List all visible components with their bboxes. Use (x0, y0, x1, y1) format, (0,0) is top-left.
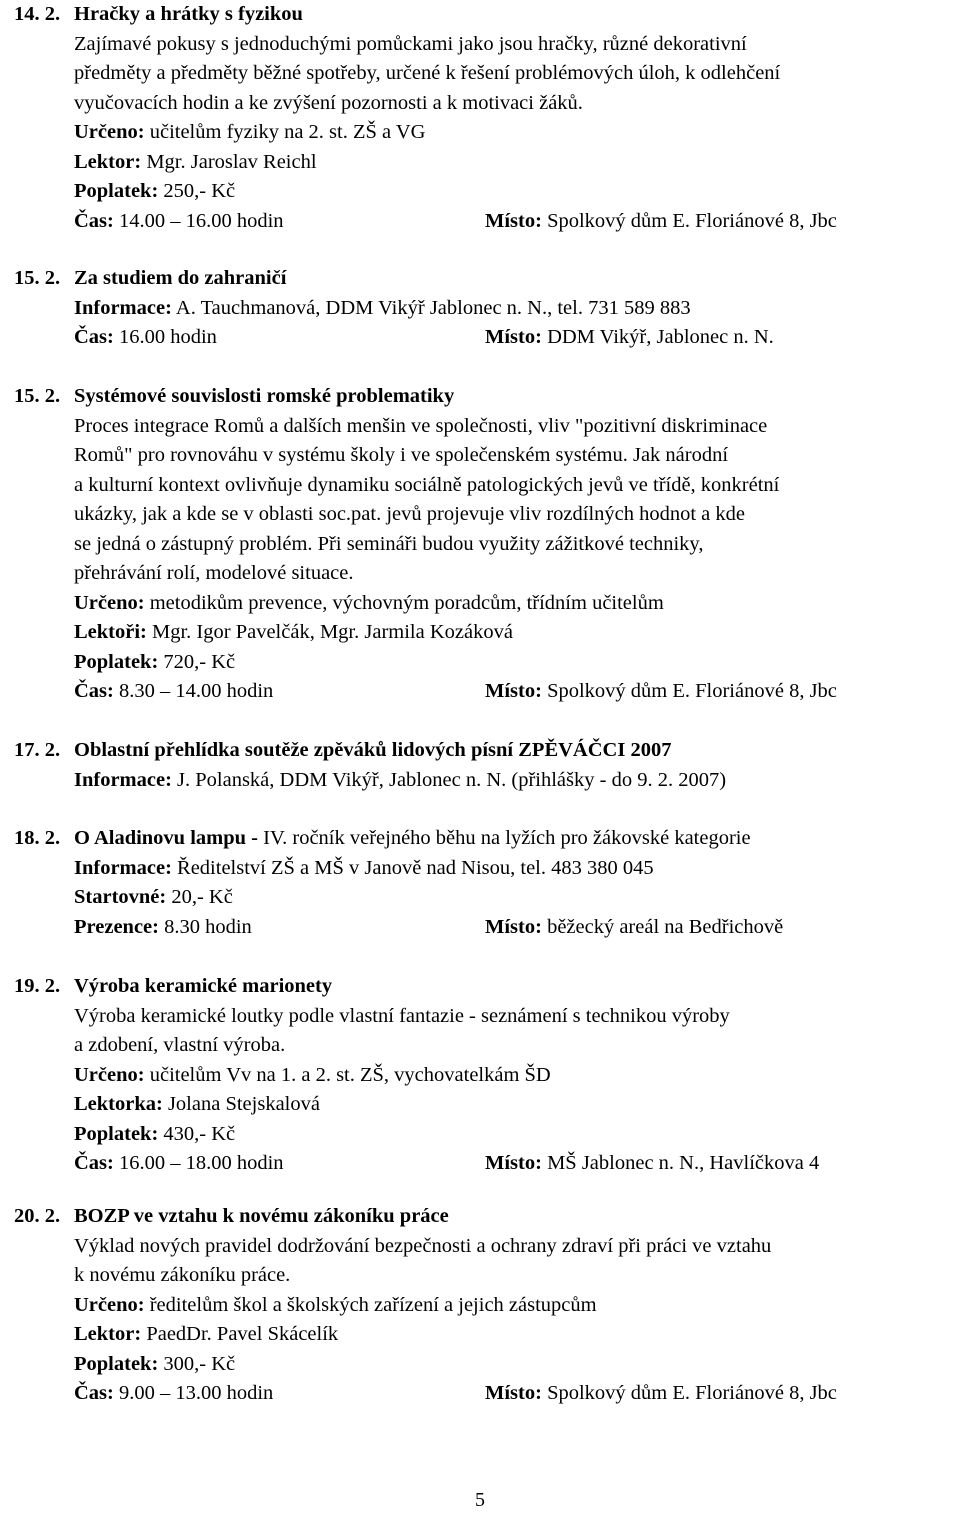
field-value: PaedDr. Pavel Skácelík (146, 1323, 339, 1345)
field-text (74, 1350, 235, 1380)
field-text (74, 1120, 235, 1150)
field-text (74, 294, 691, 324)
description-line (0, 412, 960, 442)
time-text (74, 1379, 273, 1409)
field-line (0, 118, 960, 148)
event-title: O Aladinovu lampu - (74, 827, 264, 849)
time-value: 8.30 hodin (164, 915, 252, 938)
description-text: přehrávání rolí, modelové situace. (74, 562, 354, 584)
event-title: Výroba keramické marionety (74, 975, 333, 997)
field-text (74, 618, 513, 648)
place-text (485, 913, 783, 943)
place-value: Spolkový dům E. Floriánové 8, Jbc (547, 680, 837, 702)
field-value: 20,- Kč (171, 886, 233, 908)
field-line (0, 766, 960, 796)
description-text: Proces integrace Romů a dalších menšin ve společnosti, vliv "pozitivní diskriminace (74, 414, 768, 437)
description-line (0, 30, 960, 60)
field-value: Ředitelství ZŠ a MŠ v Janově nad Nisou, tel. 483 380 045 (177, 856, 654, 879)
field-value: 250,- Kč (163, 180, 236, 202)
field-value: 300,- Kč (163, 1352, 236, 1375)
field-text (74, 148, 317, 178)
event-title-wrap (74, 0, 303, 30)
description-line (0, 1031, 960, 1061)
field-text (74, 883, 233, 913)
field-line (0, 883, 960, 913)
field-text (74, 648, 235, 678)
field-value: metodikům prevence, výchovným poradcům, třídním učitelům (149, 591, 664, 614)
field-line (0, 177, 960, 207)
place-label: Místo: (485, 1382, 542, 1404)
field-value: Mgr. Igor Pavelčák, Mgr. Jarmila Kozáková (152, 621, 513, 643)
description-text: Romů" pro rovnováhu v systému školy i ve společenském systému. Jak národní (74, 444, 729, 466)
field-line (0, 148, 960, 178)
description-line (0, 559, 960, 589)
time-label: Čas: (74, 326, 114, 348)
event-title-line (0, 0, 960, 30)
event-date: 19. 2. (14, 975, 61, 997)
field-label: Startovné: (74, 886, 167, 908)
description-text: Výroba keramické loutky podle vlastní fantazie - seznámení s technikou výroby (74, 1004, 730, 1027)
time-text (74, 323, 217, 353)
description-text: Zajímavé pokusy s jednoduchými pomůckami jako jsou hračky, různé dekorativní (74, 32, 747, 55)
field-text (74, 1061, 551, 1091)
field-line (0, 1291, 960, 1321)
time-value: 16.00 – 18.00 hodin (118, 1152, 284, 1174)
field-value: Jolana Stejskalová (167, 1093, 320, 1115)
place-value: běžecký areál na Bedřichově (547, 915, 784, 938)
event-date: 15. 2. (14, 267, 61, 289)
place-label: Místo: (485, 326, 542, 348)
description-line (0, 1002, 960, 1032)
event-date: 15. 2. (14, 385, 61, 407)
place-label: Místo: (485, 915, 542, 938)
description-line (0, 441, 960, 471)
field-label: Lektorka: (74, 1093, 163, 1115)
event-title-wrap (74, 1202, 449, 1232)
field-text (74, 1291, 597, 1321)
description-text: k novému zákoníku práce. (74, 1264, 291, 1286)
time-text (74, 677, 273, 707)
description-line (0, 500, 960, 530)
event-title: BOZP ve vztahu k novému zákoníku práce (74, 1205, 449, 1227)
description-text: a zdobení, vlastní výroba. (74, 1034, 286, 1056)
field-text (74, 766, 726, 796)
description-text: ukázky, jak a kde se v oblasti soc.pat. jevů projevuje vliv rozdílných hodnot a kde (74, 503, 746, 525)
field-line (0, 589, 960, 619)
field-label: Informace: (74, 768, 172, 791)
event-title: Systémové souvislosti romské problematiky (74, 385, 455, 407)
time-label: Čas: (74, 209, 114, 232)
place-text (485, 1379, 837, 1409)
description-text: Výklad nových pravidel dodržování bezpečnosti a ochrany zdraví při práci ve vztahu (74, 1234, 772, 1257)
field-label: Poplatek: (74, 1122, 159, 1145)
field-value: Mgr. Jaroslav Reichl (146, 150, 317, 173)
field-value: učitelům Vv na 1. a 2. st. ZŠ, vychovatelkám ŠD (149, 1063, 551, 1086)
event-date: 14. 2. (14, 3, 61, 25)
place-text (485, 323, 774, 353)
field-value: ředitelům škol a školských zařízení a jejich zástupcům (149, 1293, 597, 1316)
field-text (74, 177, 235, 207)
event-title-line (0, 972, 960, 1002)
time-place-line (0, 677, 960, 707)
description-line (0, 59, 960, 89)
description-line (0, 530, 960, 560)
field-value: 430,- Kč (163, 1122, 236, 1145)
description-line (0, 89, 960, 119)
field-line (0, 854, 960, 884)
field-label: Určeno: (74, 1293, 145, 1316)
time-label: Prezence: (74, 915, 159, 938)
place-value: Spolkový dům E. Floriánové 8, Jbc (547, 1382, 837, 1404)
field-label: Lektoři: (74, 621, 147, 643)
event-title: Hračky a hrátky s fyzikou (74, 3, 303, 25)
field-value: učitelům fyziky na 2. st. ZŠ a VG (149, 121, 426, 143)
time-value: 14.00 – 16.00 hodin (118, 209, 284, 232)
time-label: Čas: (74, 1152, 114, 1174)
field-line (0, 648, 960, 678)
event-date: 17. 2. (14, 739, 61, 761)
event-title-wrap (74, 382, 454, 412)
field-line (0, 1061, 960, 1091)
place-label: Místo: (485, 680, 542, 702)
description-text: a kulturní kontext ovlivňuje dynamiku sociálně patologických jevů ve třídě, konkrétní (74, 473, 780, 496)
field-text (74, 1090, 320, 1120)
field-text (74, 589, 664, 619)
field-text (74, 118, 425, 148)
field-label: Lektor: (74, 150, 142, 173)
time-place-line (0, 913, 960, 943)
time-value: 9.00 – 13.00 hodin (118, 1382, 274, 1404)
field-value: 720,- Kč (163, 650, 236, 673)
field-value: J. Polanská, DDM Vikýř, Jablonec n. N. (přihlášky - do 9. 2. 2007) (177, 768, 727, 791)
time-value: 8.30 – 14.00 hodin (118, 680, 274, 702)
description-text: vyučovacích hodin a ke zvýšení pozornosti a k motivaci žáků. (74, 91, 583, 114)
time-place-line (0, 323, 960, 353)
event-title-line (0, 824, 960, 854)
event-title-wrap (74, 972, 332, 1002)
description-line (0, 471, 960, 501)
place-value: MŠ Jablonec n. N., Havlíčkova 4 (547, 1152, 820, 1174)
field-label: Poplatek: (74, 180, 159, 202)
field-label: Určeno: (74, 591, 145, 614)
time-value: 16.00 hodin (118, 326, 217, 348)
place-text (485, 207, 837, 237)
event-title: Oblastní přehlídka soutěže zpěváků lidových písní ZPĚVÁČCI 2007 (74, 739, 672, 761)
time-place-line (0, 207, 960, 237)
time-place-line (0, 1149, 960, 1179)
place-value: DDM Vikýř, Jablonec n. N. (547, 326, 774, 348)
field-label: Poplatek: (74, 1352, 159, 1375)
event-title-line (0, 264, 960, 294)
field-line (0, 618, 960, 648)
event-title-rest: IV. ročník veřejného běhu na lyžích pro žákovské kategorie (263, 827, 751, 849)
description-line (0, 1232, 960, 1262)
time-text (74, 913, 252, 943)
field-label: Informace: (74, 856, 172, 879)
event-title-wrap (74, 264, 286, 294)
time-place-line (0, 1379, 960, 1409)
event-title-wrap (74, 824, 751, 854)
field-label: Poplatek: (74, 650, 159, 673)
event-date: 18. 2. (14, 827, 61, 849)
event-title-line (0, 1202, 960, 1232)
time-label: Čas: (74, 680, 114, 702)
field-line (0, 1320, 960, 1350)
time-label: Čas: (74, 1382, 114, 1404)
field-line (0, 1350, 960, 1380)
place-label: Místo: (485, 1152, 542, 1174)
event-title-wrap (74, 736, 671, 766)
field-text (74, 854, 654, 884)
place-text (485, 1149, 819, 1179)
event-date: 20. 2. (14, 1205, 61, 1227)
event-title-line (0, 382, 960, 412)
time-text (74, 207, 284, 237)
description-text: se jedná o zástupný problém. Při semináři budou využity zážitkové techniky, (74, 532, 704, 555)
field-line (0, 1090, 960, 1120)
description-text: předměty a předměty běžné spotřeby, určené k řešení problémových úloh, k odlehčení (74, 62, 781, 84)
field-label: Určeno: (74, 121, 145, 143)
time-text (74, 1149, 284, 1179)
field-label: Určeno: (74, 1063, 145, 1086)
field-line (0, 1120, 960, 1150)
field-text (74, 1320, 338, 1350)
page-number: 5 (475, 1489, 485, 1511)
place-value: Spolkový dům E. Floriánové 8, Jbc (547, 209, 837, 232)
field-label: Informace: (74, 296, 172, 319)
field-value: A. Tauchmanová, DDM Vikýř Jablonec n. N., tel. 731 589 883 (175, 296, 691, 319)
event-title: Za studiem do zahraničí (74, 267, 287, 289)
description-line (0, 1261, 960, 1291)
place-text (485, 677, 837, 707)
event-title-line (0, 736, 960, 766)
place-label: Místo: (485, 209, 542, 232)
field-label: Lektor: (74, 1323, 142, 1345)
field-line (0, 294, 960, 324)
